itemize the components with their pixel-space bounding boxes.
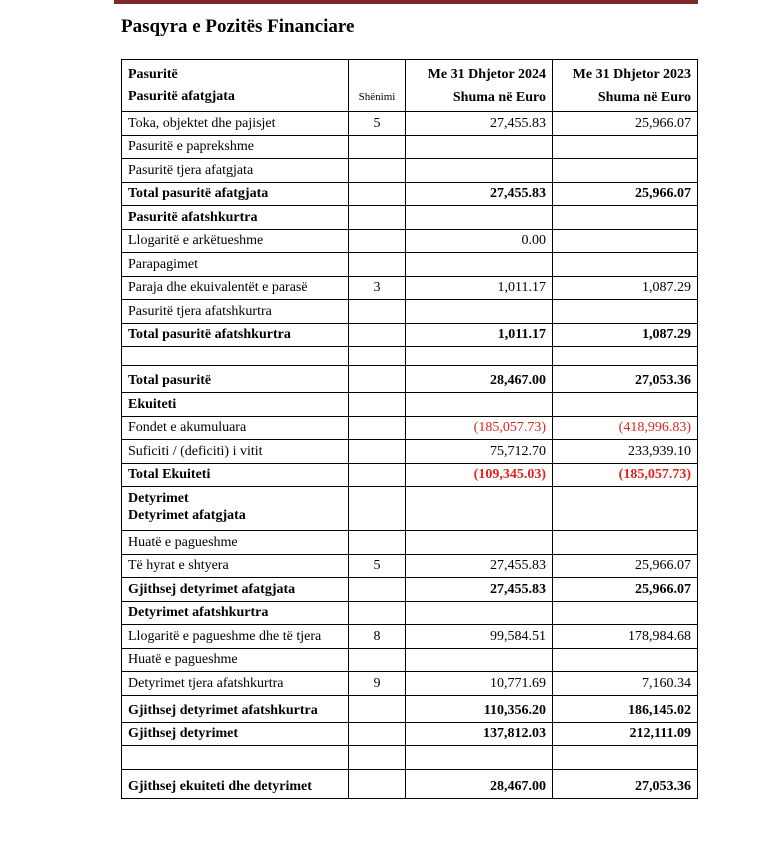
row-note	[349, 487, 406, 531]
row-label: Parapagimet	[122, 253, 349, 277]
row-note	[349, 182, 406, 206]
row-note	[349, 300, 406, 324]
row-value-2024: 110,356.20	[406, 695, 553, 722]
row-note	[349, 366, 406, 393]
table-row	[122, 323, 698, 347]
row-value-2024: 137,812.03	[406, 722, 553, 746]
row-note: 5	[349, 112, 406, 136]
header-2023: Me 31 Dhjetor 2023 Shuma në Euro	[553, 60, 698, 112]
table-row	[122, 625, 698, 649]
row-value-2023: 178,984.68	[553, 625, 698, 649]
row-note	[349, 695, 406, 722]
table-row-spacer	[122, 347, 698, 366]
row-label: Llogaritë e arkëtueshme	[122, 229, 349, 253]
row-label: Suficiti / (deficiti) i vitit	[122, 440, 349, 464]
row-value-2023: (185,057.73)	[553, 463, 698, 487]
row-value-2023: 25,966.07	[553, 182, 698, 206]
row-label: Fondet e akumuluara	[122, 416, 349, 440]
row-value-2023: 212,111.09	[553, 722, 698, 746]
row-value-2023	[553, 347, 698, 366]
row-note	[349, 206, 406, 230]
row-label: Total pasuritë	[122, 366, 349, 393]
row-value-2024: 27,455.83	[406, 554, 553, 578]
row-value-2024: 75,712.70	[406, 440, 553, 464]
row-value-2023	[553, 601, 698, 625]
row-note	[349, 393, 406, 417]
table-row	[122, 769, 698, 798]
row-label: Të hyrat e shtyera	[122, 554, 349, 578]
row-value-2023: 25,966.07	[553, 554, 698, 578]
row-label: Pasuritë tjera afatgjata	[122, 159, 349, 183]
row-value-2024	[406, 347, 553, 366]
row-value-2024: (109,345.03)	[406, 463, 553, 487]
row-note: 5	[349, 554, 406, 578]
row-value-2023: 25,966.07	[553, 578, 698, 602]
table-row	[122, 253, 698, 277]
row-label: Pasuritë tjera afatshkurtra	[122, 300, 349, 324]
table-row	[122, 112, 698, 136]
table-row	[122, 648, 698, 672]
row-label: Detyrimet afatshkurtra	[122, 601, 349, 625]
row-note	[349, 531, 406, 555]
row-label: Toka, objektet dhe pajisjet	[122, 112, 349, 136]
row-value-2023	[553, 487, 698, 531]
row-label: Total pasuritë afatshkurtra	[122, 323, 349, 347]
row-value-2023	[553, 393, 698, 417]
row-note	[349, 648, 406, 672]
row-value-2023: 27,053.36	[553, 769, 698, 798]
table-row	[122, 206, 698, 230]
table-row	[122, 531, 698, 555]
row-label: Total pasuritë afatgjata	[122, 182, 349, 206]
row-label: Total Ekuiteti	[122, 463, 349, 487]
row-value-2024: 0.00	[406, 229, 553, 253]
table-row	[122, 393, 698, 417]
row-note	[349, 769, 406, 798]
top-rule	[114, 0, 698, 4]
row-value-2024: 1,011.17	[406, 323, 553, 347]
row-note	[349, 746, 406, 770]
table-row	[122, 440, 698, 464]
row-note: 9	[349, 672, 406, 696]
table-row	[122, 554, 698, 578]
row-note	[349, 253, 406, 277]
row-value-2024: 99,584.51	[406, 625, 553, 649]
row-label: Huatë e pagueshme	[122, 648, 349, 672]
row-label: Paraja dhe ekuivalentët e parasë	[122, 276, 349, 300]
financial-position-table	[121, 59, 698, 799]
table-row	[122, 722, 698, 746]
row-value-2024	[406, 648, 553, 672]
row-value-2023	[553, 159, 698, 183]
row-value-2024	[406, 135, 553, 159]
table-row	[122, 300, 698, 324]
table-row	[122, 463, 698, 487]
row-value-2024: 27,455.83	[406, 182, 553, 206]
row-label: Gjithsej detyrimet	[122, 722, 349, 746]
row-label: Pasuritë afatshkurtra	[122, 206, 349, 230]
table-row	[122, 601, 698, 625]
row-note	[349, 159, 406, 183]
row-value-2024	[406, 393, 553, 417]
row-value-2023	[553, 253, 698, 277]
row-label: Huatë e pagueshme	[122, 531, 349, 555]
row-value-2023: 25,966.07	[553, 112, 698, 136]
row-value-2024: 10,771.69	[406, 672, 553, 696]
row-label	[122, 347, 349, 366]
row-value-2023	[553, 648, 698, 672]
row-label: Gjithsej detyrimet afatshkurtra	[122, 695, 349, 722]
row-value-2023: 27,053.36	[553, 366, 698, 393]
row-label: Detyrimet Detyrimet afatgjata	[122, 487, 349, 531]
row-value-2024: 27,455.83	[406, 578, 553, 602]
row-value-2024: 28,467.00	[406, 366, 553, 393]
table-row	[122, 135, 698, 159]
row-value-2024	[406, 206, 553, 230]
row-value-2024	[406, 531, 553, 555]
table-row	[122, 487, 698, 531]
row-note	[349, 722, 406, 746]
row-note	[349, 601, 406, 625]
table-row	[122, 182, 698, 206]
table-header-row	[122, 60, 698, 112]
row-note: 3	[349, 276, 406, 300]
row-value-2023	[553, 746, 698, 770]
row-value-2024	[406, 746, 553, 770]
page-title: Pasqyra e Pozitës Financiare	[121, 16, 355, 37]
row-label: Pasuritë e paprekshme	[122, 135, 349, 159]
row-value-2024	[406, 159, 553, 183]
table-row	[122, 229, 698, 253]
table-row	[122, 578, 698, 602]
row-label: Ekuiteti	[122, 393, 349, 417]
row-value-2023: 1,087.29	[553, 276, 698, 300]
row-value-2023: 7,160.34	[553, 672, 698, 696]
row-label: Gjithsej detyrimet afatgjata	[122, 578, 349, 602]
row-note	[349, 229, 406, 253]
row-value-2024: 27,455.83	[406, 112, 553, 136]
row-note	[349, 135, 406, 159]
table-row	[122, 672, 698, 696]
row-value-2024	[406, 300, 553, 324]
row-value-2024: 28,467.00	[406, 769, 553, 798]
row-value-2023: 233,939.10	[553, 440, 698, 464]
header-2024: Me 31 Dhjetor 2024 Shuma në Euro	[406, 60, 553, 112]
row-value-2023	[553, 206, 698, 230]
row-value-2024	[406, 601, 553, 625]
row-note: 8	[349, 625, 406, 649]
table-row	[122, 366, 698, 393]
row-note	[349, 463, 406, 487]
row-note	[349, 323, 406, 347]
row-note	[349, 440, 406, 464]
row-label	[122, 746, 349, 770]
header-note: Shënimi	[349, 60, 406, 112]
table-row	[122, 695, 698, 722]
row-value-2023	[553, 135, 698, 159]
table-row	[122, 416, 698, 440]
table-row-spacer	[122, 746, 698, 770]
row-value-2023: 186,145.02	[553, 695, 698, 722]
row-value-2023	[553, 300, 698, 324]
row-value-2023	[553, 531, 698, 555]
header-assets: Pasuritë Pasuritë afatgjata	[122, 60, 349, 112]
row-value-2024	[406, 487, 553, 531]
row-label: Detyrimet tjera afatshkurtra	[122, 672, 349, 696]
table-row	[122, 276, 698, 300]
row-value-2024: 1,011.17	[406, 276, 553, 300]
row-value-2023: (418,996.83)	[553, 416, 698, 440]
row-value-2024: (185,057.73)	[406, 416, 553, 440]
row-note	[349, 416, 406, 440]
row-value-2024	[406, 253, 553, 277]
row-value-2023: 1,087.29	[553, 323, 698, 347]
row-value-2023	[553, 229, 698, 253]
row-note	[349, 347, 406, 366]
row-note	[349, 578, 406, 602]
row-label: Llogaritë e pagueshme dhe të tjera	[122, 625, 349, 649]
table-row	[122, 159, 698, 183]
row-label: Gjithsej ekuiteti dhe detyrimet	[122, 769, 349, 798]
